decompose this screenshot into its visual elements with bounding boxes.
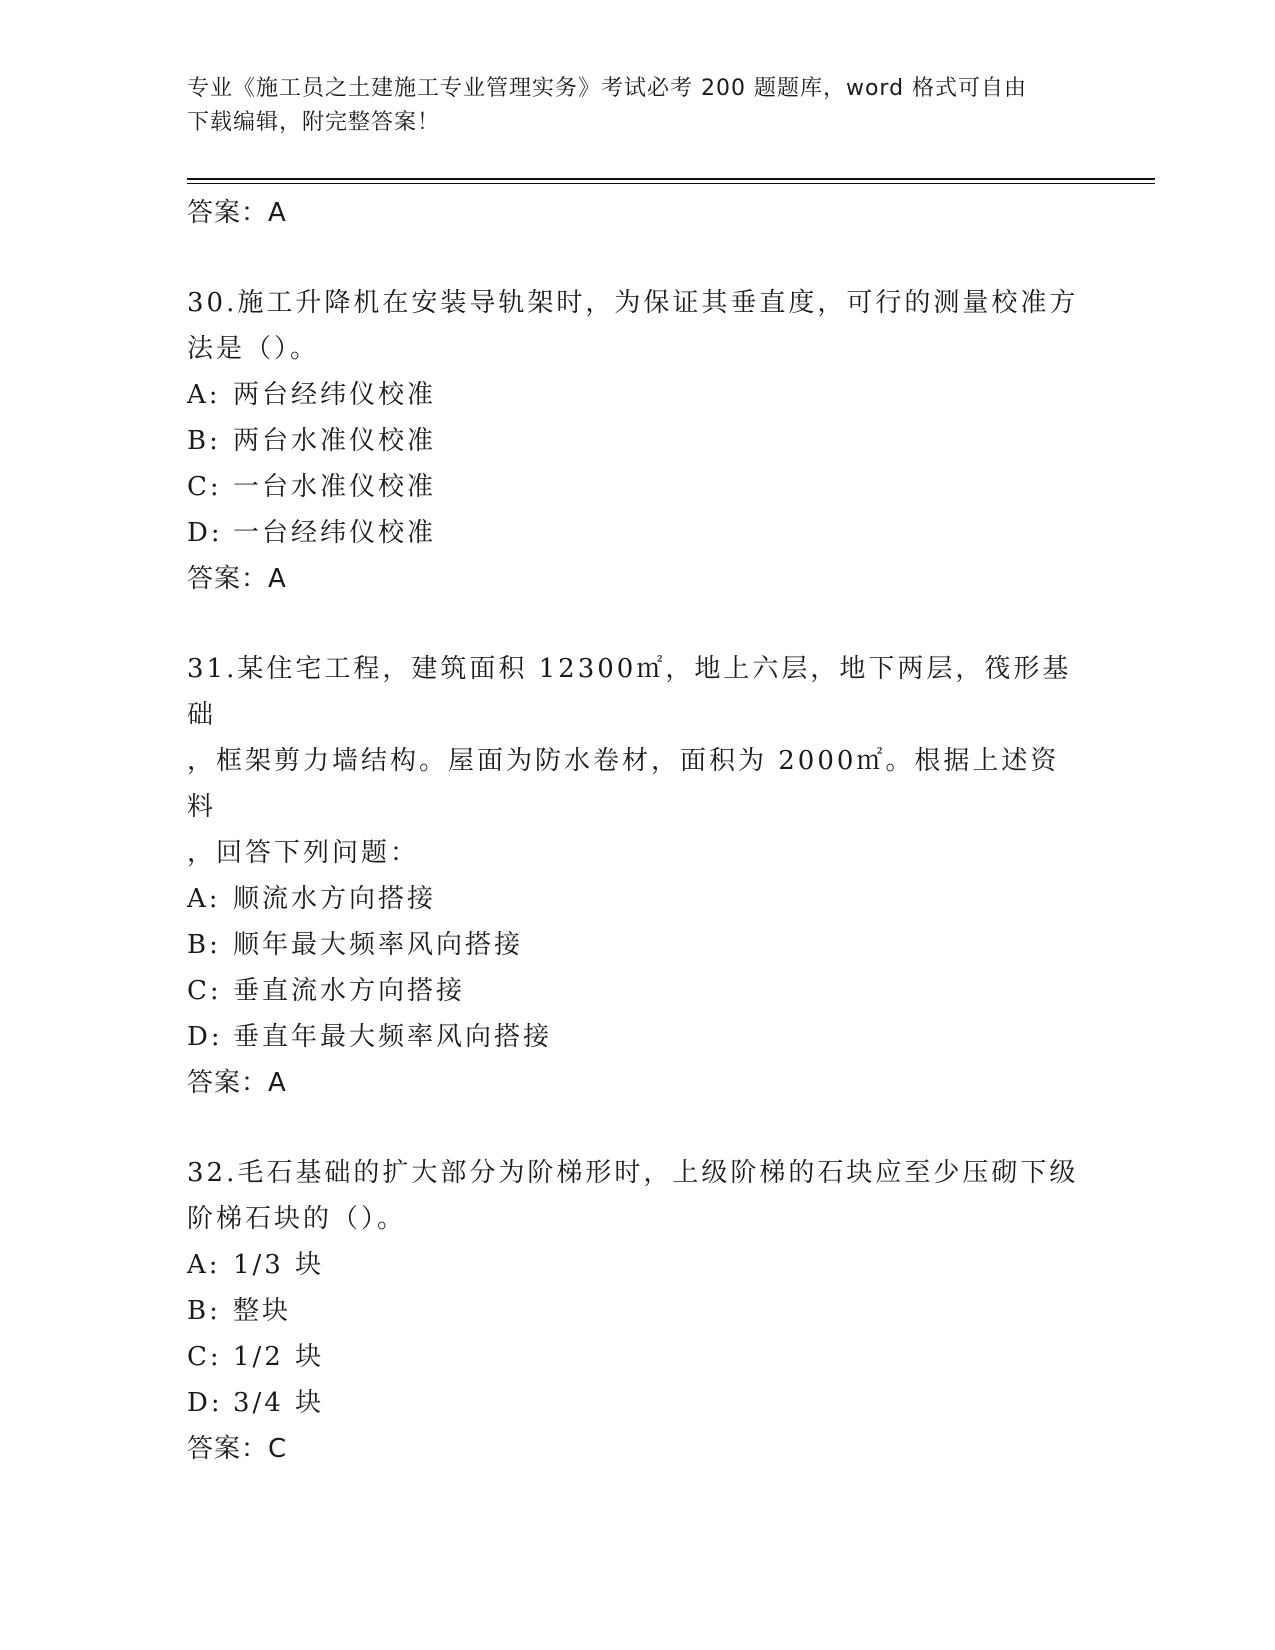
option-text: 两台经纬仪校准 [233, 380, 437, 410]
option-d [187, 1014, 1087, 1060]
option-label: C: [187, 976, 222, 1006]
question-stem [187, 1150, 1087, 1242]
stem-line: 法是（）。 [187, 334, 320, 364]
option-label: B: [187, 426, 221, 456]
answer-line: 答案：C [187, 1434, 288, 1464]
previous-answer: 答案：A [187, 198, 287, 228]
option-text: 整块 [233, 1296, 292, 1326]
answer-line: 答案：A [187, 1068, 287, 1098]
option-text: 3/4 块 [233, 1388, 325, 1418]
answer-line: 答案：A [187, 564, 287, 594]
question-31 [187, 646, 1087, 1106]
option-text: 顺年最大频率风向搭接 [233, 930, 524, 960]
stem-line: ，回答下列问题： [187, 838, 420, 868]
question-stem [187, 646, 1087, 876]
option-a [187, 876, 1087, 922]
option-c [187, 1334, 1087, 1380]
header-divider-thin [187, 183, 1155, 184]
option-text: 顺流水方向搭接 [233, 884, 437, 914]
stem-line: 31.某住宅工程，建筑面积 12300㎡，地上六层，地下两层，筏形基础 [187, 654, 1072, 730]
option-a [187, 1242, 1087, 1288]
option-text: 1/3 块 [233, 1250, 325, 1280]
option-text: 垂直流水方向搭接 [233, 976, 466, 1006]
option-a [187, 372, 1087, 418]
question-stem [187, 280, 1087, 372]
stem-line: ，框架剪力墙结构。屋面为防水卷材，面积为 2000㎡。根据上述资料 [187, 746, 1060, 822]
option-b [187, 1288, 1087, 1334]
option-b [187, 418, 1087, 464]
option-label: A: [187, 884, 221, 914]
header-divider [187, 178, 1155, 180]
option-d [187, 1380, 1087, 1426]
option-b [187, 922, 1087, 968]
option-label: A: [187, 380, 221, 410]
stem-line: 32.毛石基础的扩大部分为阶梯形时，上级阶梯的石块应至少压砌下级 [187, 1158, 1079, 1188]
option-text: 一台经纬仪校准 [233, 518, 437, 548]
document-header [187, 72, 1087, 140]
option-c [187, 968, 1087, 1014]
option-text: 两台水准仪校准 [233, 426, 437, 456]
option-d [187, 510, 1087, 556]
option-label: C: [187, 1342, 222, 1372]
stem-line: 30.施工升降机在安装导轨架时，为保证其垂直度，可行的测量校准方 [187, 288, 1079, 318]
option-label: B: [187, 1296, 221, 1326]
option-c [187, 464, 1087, 510]
question-32 [187, 1150, 1087, 1472]
option-label: D: [187, 1388, 223, 1418]
header-line-2: 下载编辑，附完整答案！ [187, 110, 441, 135]
option-label: A: [187, 1250, 221, 1280]
option-text: 一台水准仪校准 [233, 472, 437, 502]
option-label: D: [187, 1022, 223, 1052]
option-label: D: [187, 518, 223, 548]
question-30 [187, 280, 1087, 602]
option-text: 1/2 块 [233, 1342, 325, 1372]
stem-line: 阶梯石块的（）。 [187, 1204, 407, 1234]
option-label: B: [187, 930, 221, 960]
option-label: C: [187, 472, 222, 502]
option-text: 垂直年最大频率风向搭接 [233, 1022, 553, 1052]
header-line-1: 专业《施工员之土建施工专业管理实务》考试必考 200 题题库，word 格式可自由 [187, 76, 1028, 101]
question-list [187, 190, 1087, 1516]
